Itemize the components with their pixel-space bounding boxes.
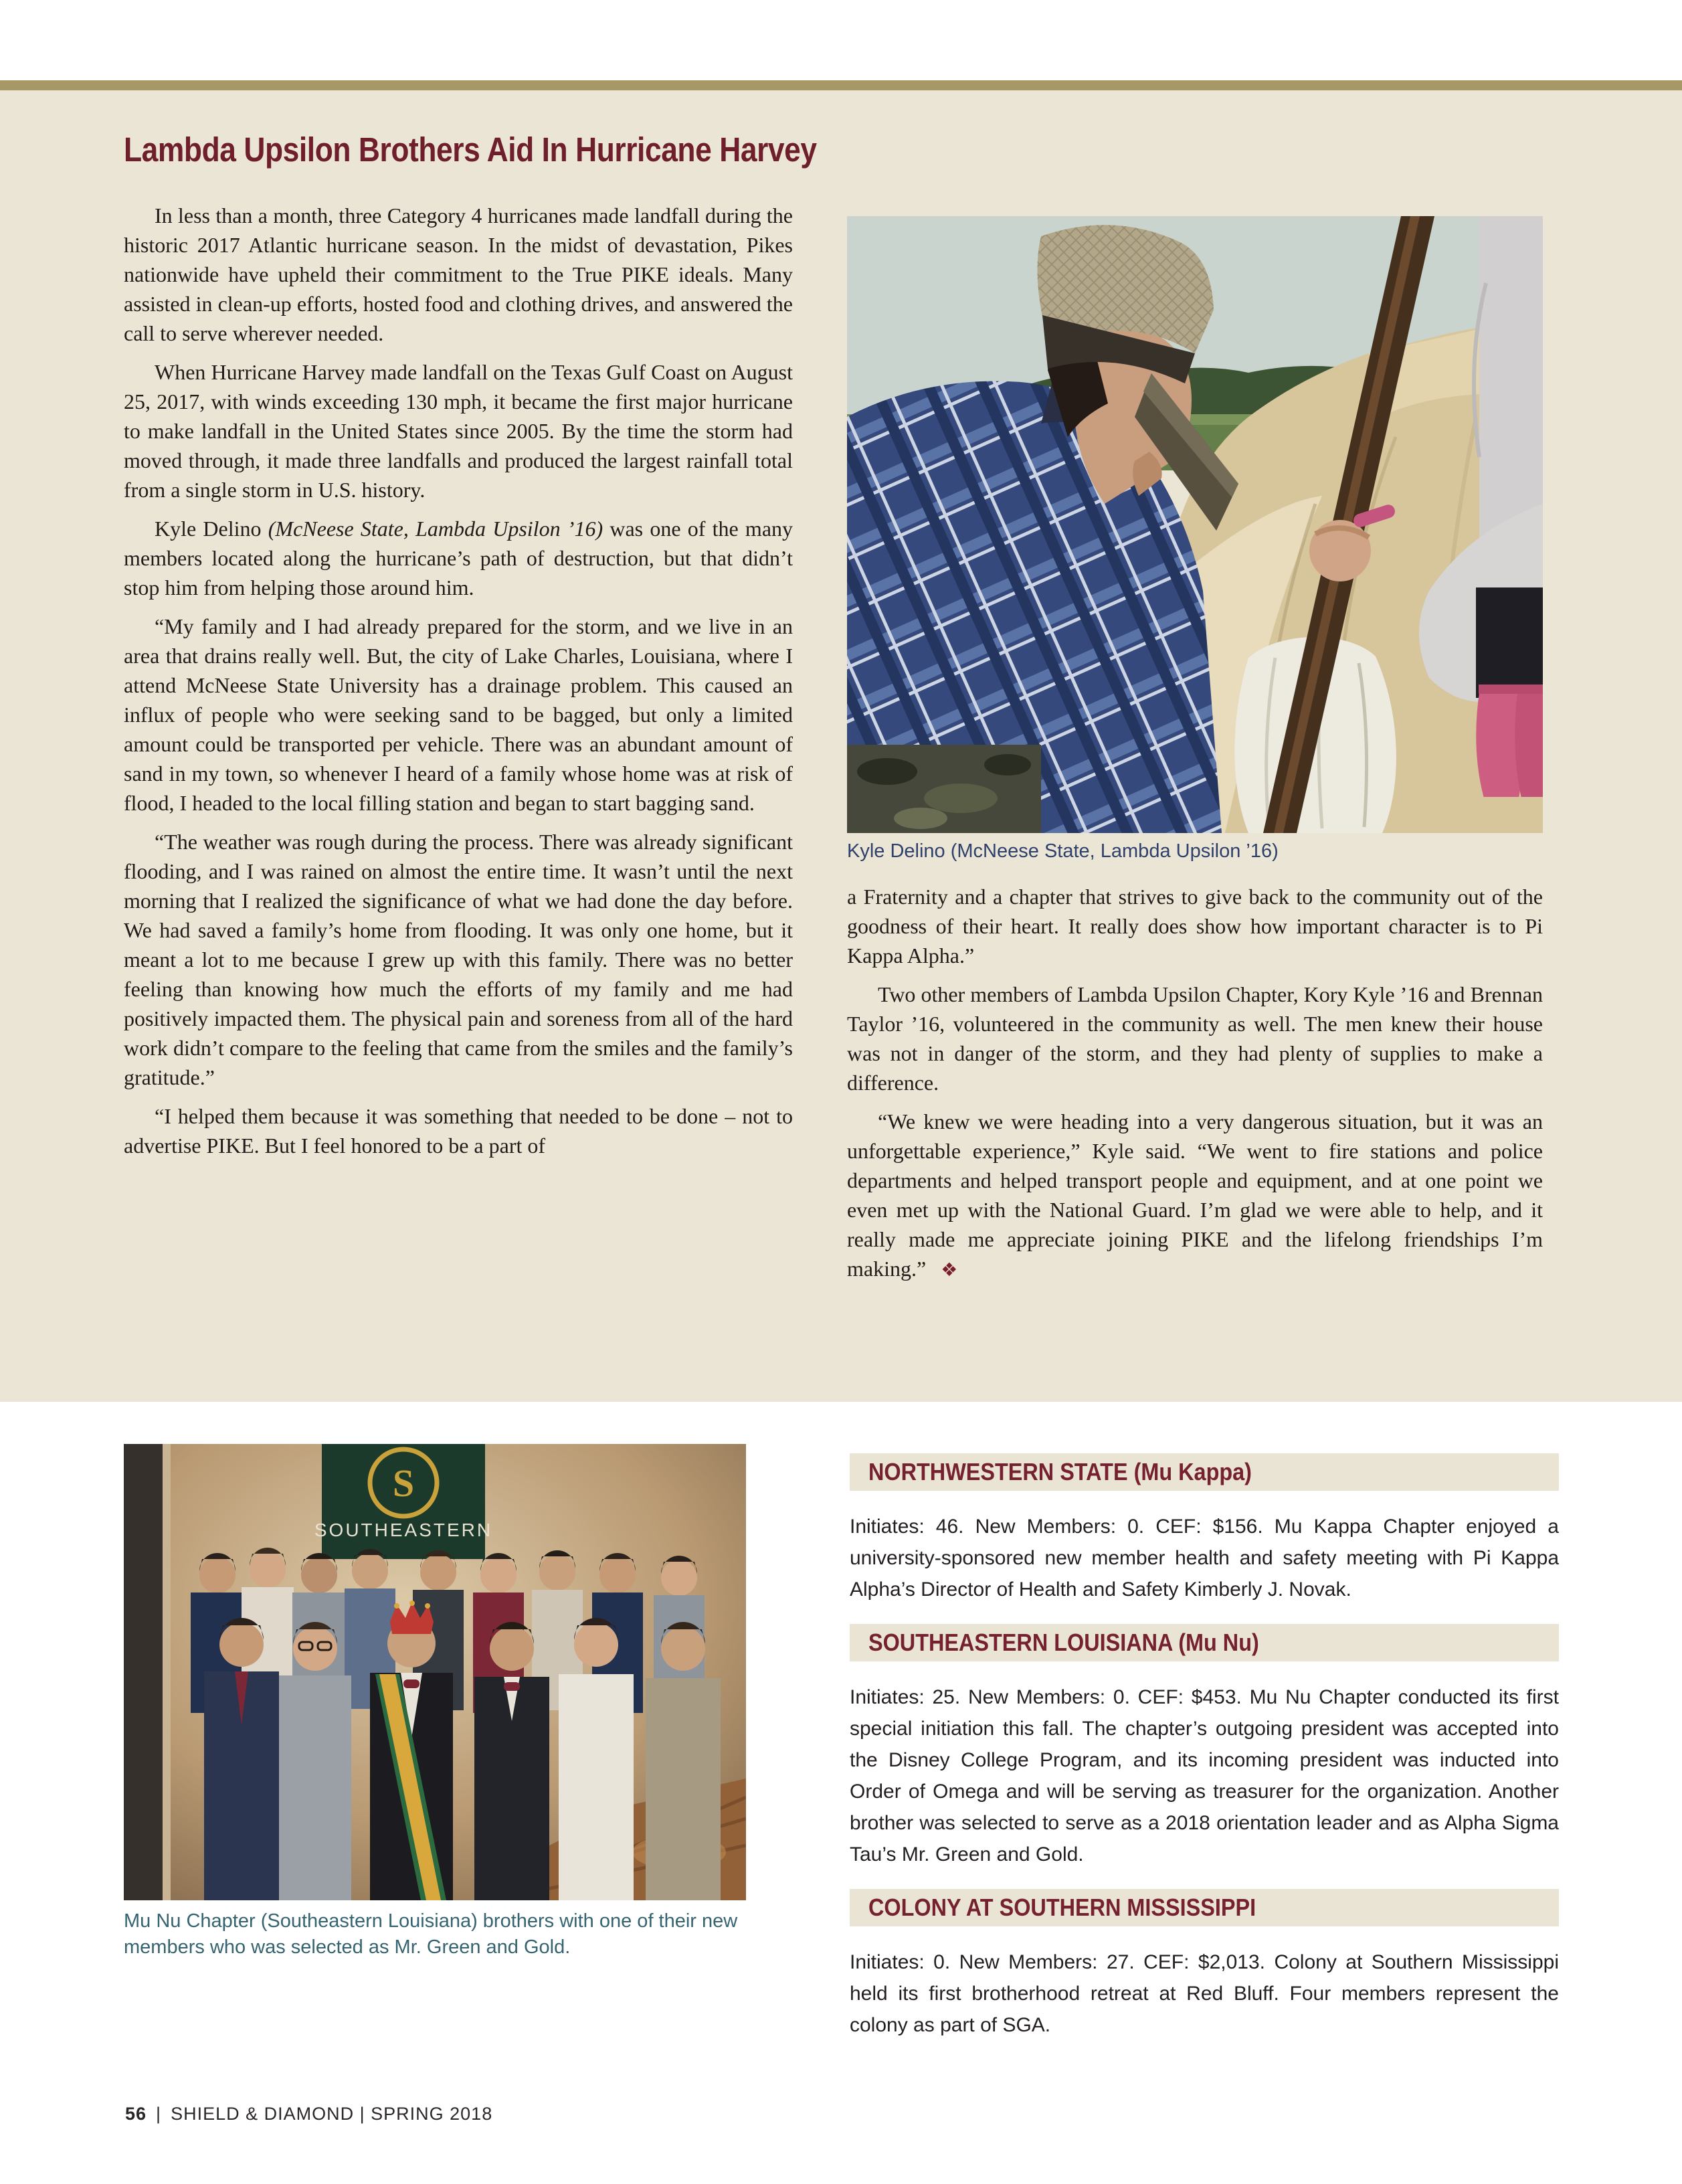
article-paragraph: a Fraternity and a chapter that strives to give back to the community out of the goodness of their heart. It really does show how important character is to Pi Kappa Alpha.” xyxy=(847,885,1543,968)
article-column-right xyxy=(847,882,1543,1294)
report-title: COLONY AT SOUTHERN MISSISSIPPI xyxy=(868,1894,1256,1921)
report-title: NORTHWESTERN STATE (Mu Kappa) xyxy=(868,1458,1252,1485)
report-title: SOUTHEASTERN LOUISIANA (Mu Nu) xyxy=(868,1629,1259,1656)
photo-caption-mu-nu: Mu Nu Chapter (Southeastern Louisiana) brothers with one of their new members who was selected as Mr. Green and Gold. xyxy=(124,1910,738,1958)
chapter-designation-italic: (McNeese State, Lambda Upsilon ’16) xyxy=(268,517,603,541)
article-end-diamond-icon: ❖ xyxy=(941,1259,958,1281)
article-paragraph: In less than a month, three Category 4 hurricanes made landfall during the historic 2017 Atlantic hurricane season. In the midst of devastation, Pikes nationwide have upheld their commitment to the True PIKE ideals. Many assisted in clean-up efforts, hosted food and clothing drives, and answered the call to serve wherever needed. xyxy=(124,203,793,345)
article-paragraph: “My family and I had already prepared for the storm, and we live in an area that drains really well. But, the city of Lake Charles, Louisiana, where I attend McNeese State University has a drainage problem. This caused an influx of people who were seeking sand to be bagged, but only a limited amount could be transported per vehicle. There was an abundant amount of sand in my town, so whenever I heard of a family whose home was at risk of flood, I headed to the local filling station and began to start bagging sand. xyxy=(124,614,793,815)
pink-boots xyxy=(1476,685,1543,806)
page-number: 56 xyxy=(125,2104,147,2124)
chapter-banner xyxy=(314,1444,492,1559)
page-title-text: Lambda Upsilon Brothers Aid In Hurricane Harvey xyxy=(124,130,817,169)
banner-letter: S xyxy=(392,1461,415,1505)
group-photo-illustration xyxy=(124,1444,746,1900)
paragraph-text: Kyle Delino xyxy=(155,517,268,541)
article-column-left xyxy=(124,201,793,1170)
top-accent-bar xyxy=(0,80,1682,90)
paragraph-text: “We knew we were heading into a very dangerous situation, but it was an unforgettable experience,” Kyle said. “We went to fire stations and police departments and helped transport people and equipment, and at one point we even met up with the National Guard. I’m glad we were able to help, and it really made me appreciate joining PIKE and the lifelong friendships I’m making.” xyxy=(847,1109,1543,1281)
article-paragraph xyxy=(847,1107,1543,1285)
article-paragraph: “The weather was rough during the process. There was already significant flooding, and I was rained on almost the entire time. It wasn’t until the next morning that I realized the significance of what we had done the day before. We had saved a family’s home from flooding. It was only one home, but it meant a lot to me because I grew up with this family. There was no better feeling than knowing how much the efforts of my family and me had positively impacted them. The physical pain and soreness from all of the hard work didn’t compare to the feeling that came from the smiles and the family’s gratitude.” xyxy=(124,830,793,1089)
report-body: Initiates: 0. New Members: 27. CEF: $2,013. Colony at Southern Mississippi held its first brotherhood retreat at Red Bluff. Four members represent the colony as part of SGA. xyxy=(850,1951,1559,2036)
article-paragraph: Two other members of Lambda Upsilon Chapter, Kory Kyle ’16 and Brennan Taylor ’16, volunteered in the community as well. The men knew their house was not in danger of the storm, and they had plenty of supplies to make a difference. xyxy=(847,982,1543,1095)
footer-text: SHIELD & DIAMOND | SPRING 2018 xyxy=(171,2104,493,2124)
banner-text: SOUTHEASTERN xyxy=(314,1520,493,1540)
article-paragraph: When Hurricane Harvey made landfall on the Texas Gulf Coast on August 25, 2017, with winds exceeding 130 mph, it became the first major hurricane to make landfall in the United States since 2005. By the time the storm had moved through, it made three landfalls and produced the largest rainfall total from a single storm in U.S. history. xyxy=(124,360,793,502)
report-header-colony-southern-mississippi xyxy=(850,1889,1559,1926)
photo-mu-nu-group xyxy=(124,1444,746,1900)
report-body: Initiates: 25. New Members: 0. CEF: $453. Mu Nu Chapter conducted its first special initiation this fall. The chapter’s outgoing president was accepted into the Disney College Program, and its incoming president was inducted into Order of Omega and will be serving as treasurer for the organization. Another brother was selected to serve as a 2018 orientation leader and as Alpha Sigma Tau’s Mr. Green and Gold. xyxy=(850,1686,1559,1865)
report-body: Initiates: 46. New Members: 0. CEF: $156. Mu Kappa Chapter enjoyed a university-sponsored new member health and safety meeting with Pi Kappa Alpha’s Director of Health and Safety Kimberly J. Novak. xyxy=(850,1516,1559,1601)
report-header-southeastern-louisiana xyxy=(850,1624,1559,1661)
paragraph-text: was one of the many members located along the hurricane’s path of destruction, but that didn’t stop him from helping those around him. xyxy=(124,517,793,600)
doorway xyxy=(124,1444,163,1900)
article-paragraph xyxy=(124,514,793,602)
camouflage-pants xyxy=(847,745,1041,833)
footer-divider: | xyxy=(156,2104,162,2124)
chapter-reports xyxy=(850,1453,1559,2060)
report-header-northwestern-state xyxy=(850,1453,1559,1491)
door-frame xyxy=(163,1444,171,1900)
sandbagging-photo-illustration xyxy=(847,216,1543,833)
photo-sandbagging xyxy=(847,216,1543,833)
photo-caption-kyle-delino: Kyle Delino (McNeese State, Lambda Upsilon ’16) xyxy=(847,840,1279,862)
article-paragraph: “I helped them because it was something that needed to be done – not to advertise PIKE. But I feel honored to be a part of xyxy=(124,1104,793,1158)
page-title xyxy=(124,131,994,169)
page-footer xyxy=(125,2104,492,2124)
